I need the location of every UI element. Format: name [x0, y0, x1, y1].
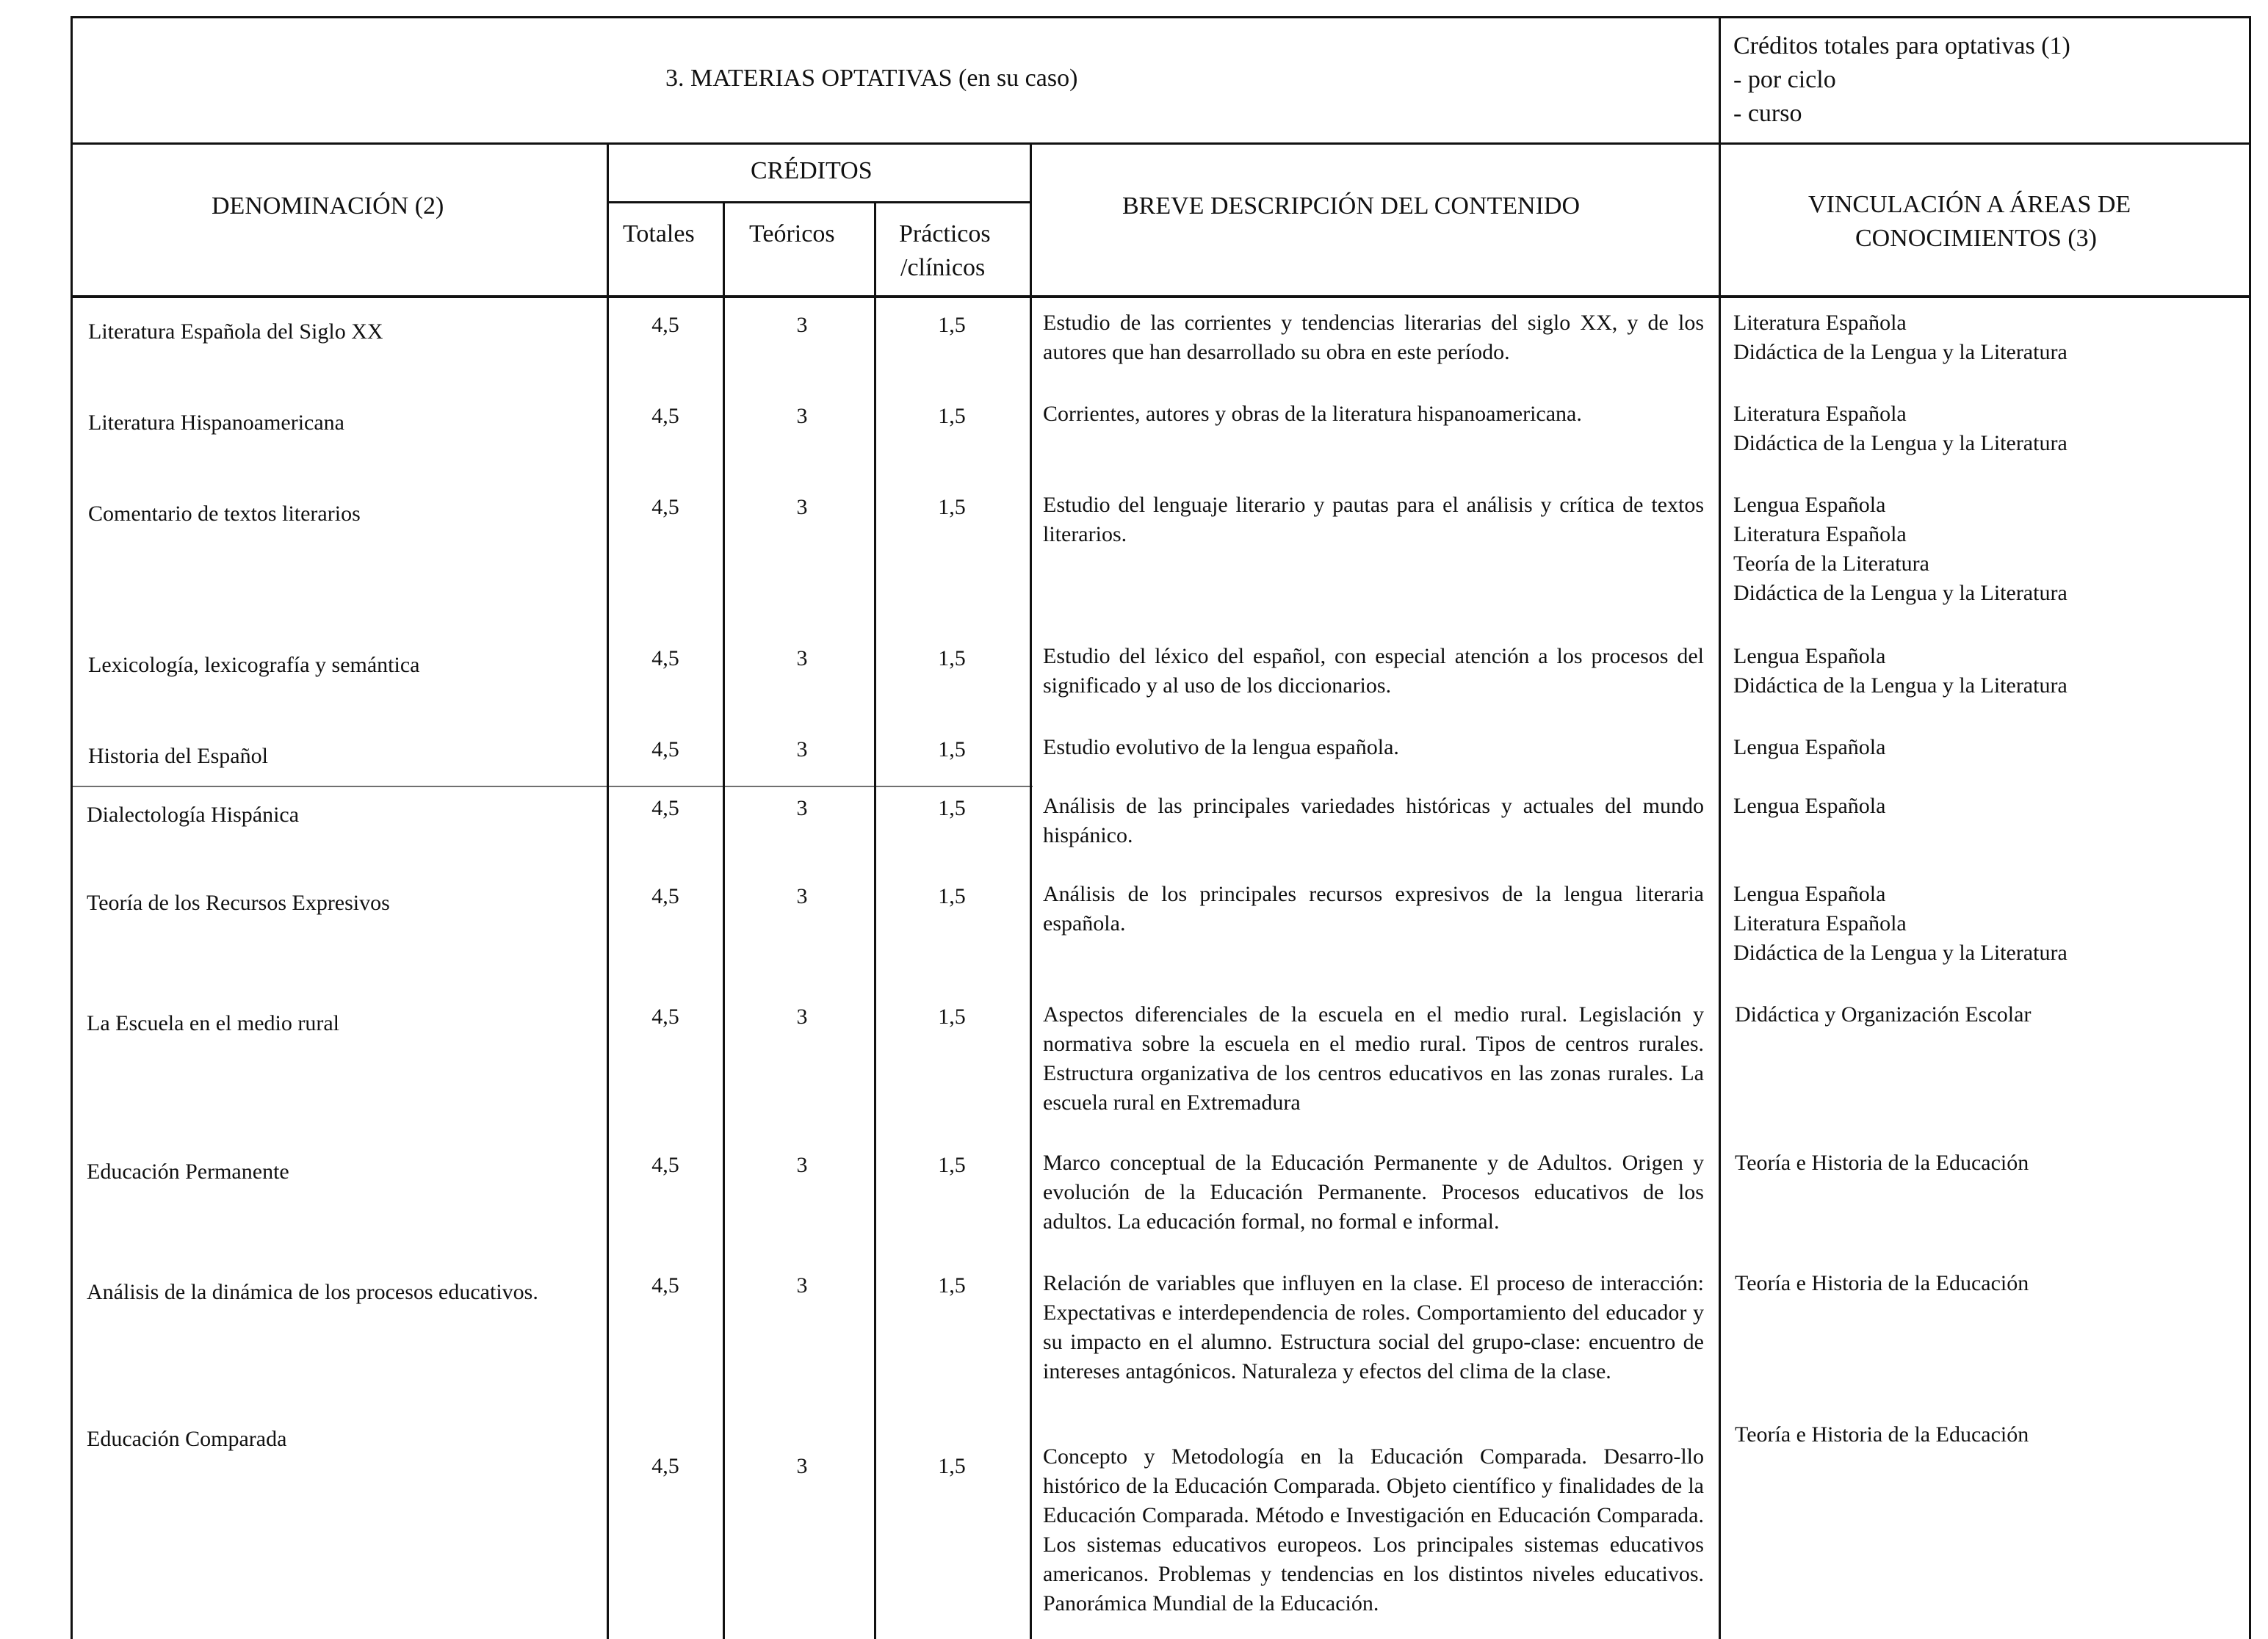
row-teoricos: 3	[796, 1454, 808, 1478]
row-teoricos: 3	[796, 1153, 808, 1177]
row-practicos: 1,5	[938, 404, 966, 428]
row-areas: Teoría e Historia de la Educación	[1735, 1422, 2029, 1447]
row-totales: 4,5	[651, 404, 679, 428]
row-name: Comentario de textos literarios	[88, 502, 361, 526]
creditos-sub-rule	[607, 201, 1031, 203]
row-name: La Escuela en el medio rural	[87, 1011, 340, 1035]
row-practicos: 1,5	[938, 646, 966, 670]
row-teoricos: 3	[796, 1273, 808, 1298]
column-header-bottom-rule	[71, 295, 2250, 298]
row-totales: 4,5	[651, 737, 679, 761]
section-title: 3. MATERIAS OPTATIVAS (en su caso)	[665, 65, 1078, 92]
row-practicos: 1,5	[938, 1273, 966, 1298]
row-teoricos: 3	[796, 646, 808, 670]
row-practicos: 1,5	[938, 737, 966, 761]
row-areas: Lengua Española	[1733, 735, 1886, 759]
divider-totales	[723, 201, 725, 1639]
row-totales: 4,5	[651, 796, 679, 820]
row-description: Marco conceptual de la Educación Permanente y de Adultos. Origen y evolución de la Educación Permanente. Procesos educativos de los adultos. La educación formal, no formal e informal.	[1043, 1151, 1704, 1234]
row-teoricos: 3	[796, 884, 808, 908]
col-teoricos: Teóricos	[749, 220, 835, 247]
optativas-credits-line-1: Créditos totales para optativas (1)	[1733, 32, 2070, 59]
row-description: Estudio del lenguaje literario y pautas para el análisis y crítica de textos literarios.	[1043, 493, 1704, 546]
table-top-rule	[71, 16, 2250, 18]
row-name: Análisis de la dinámica de los procesos educativos.	[87, 1280, 538, 1304]
row-areas: Lengua Española Didáctica de la Lengua y la Literatura	[1733, 644, 2067, 698]
row-practicos: 1,5	[938, 1005, 966, 1029]
row-areas: Lengua Española Literatura Española Teoría de la Literatura Didáctica de la Lengua y la Literatura	[1733, 493, 2067, 605]
row-separator	[71, 786, 1033, 787]
row-name: Dialectología Hispánica	[87, 803, 300, 827]
row-description: Estudio del léxico del español, con especial atención a los procesos del significado y al uso de los diccionarios.	[1043, 644, 1704, 698]
row-practicos: 1,5	[938, 884, 966, 908]
row-description: Análisis de los principales recursos expresivos de la lengua literaria española.	[1043, 882, 1704, 936]
row-teoricos: 3	[796, 737, 808, 761]
row-description: Concepto y Metodología en la Educación Comparada. Desarro-llo histórico de la Educación Comparada. Objeto científico y finalidades de la Educación Comparada. Método e Investigación en Educación Comparada. Los sistemas educativos europeos. Los principales sistemas educativos americanos. Problemas y tendencias en los distintos niveles educativos. Panorámica Mundial de la Educación.	[1043, 1444, 1704, 1616]
divider-right-header	[1719, 16, 1721, 1639]
row-description: Corrientes, autores y obras de la literatura hispanoamericana.	[1043, 402, 1582, 426]
row-name: Lexicología, lexicografía y semántica	[88, 653, 420, 677]
table-right-border	[2249, 16, 2251, 1639]
row-teoricos: 3	[796, 1005, 808, 1029]
row-areas: Literatura Española Didáctica de la Lengua y la Literatura	[1733, 311, 2067, 364]
col-denominacion: DENOMINACIÓN (2)	[212, 192, 444, 220]
row-areas: Teoría e Historia de la Educación	[1735, 1151, 2029, 1175]
row-totales: 4,5	[651, 1005, 679, 1029]
row-totales: 4,5	[651, 1273, 679, 1298]
row-description: Análisis de las principales variedades históricas y actuales del mundo hispánico.	[1043, 794, 1704, 847]
col-descripcion: BREVE DESCRIPCIÓN DEL CONTENIDO	[1122, 192, 1581, 220]
col-vinculacion-line-1: VINCULACIÓN A ÁREAS DE	[1808, 191, 2131, 218]
row-name: Historia del Español	[88, 744, 268, 768]
divider-practicos	[1030, 142, 1032, 1639]
row-teoricos: 3	[796, 495, 808, 519]
row-teoricos: 3	[796, 404, 808, 428]
row-totales: 4,5	[651, 1153, 679, 1177]
optativas-credits-line-2: - por ciclo	[1733, 66, 1836, 93]
row-practicos: 1,5	[938, 313, 966, 337]
row-description: Relación de variables que influyen en la clase. El proceso de interacción: Expectativas e interdependencia de roles. Comportamiento del educador y su impacto en el alumno. Estructura social del grupo-clase: encuentro de intereses antagónicos. Naturaleza y efectos del clima de la clase.	[1043, 1271, 1704, 1383]
row-totales: 4,5	[651, 646, 679, 670]
row-areas: Lengua Española	[1733, 794, 1886, 818]
row-description: Estudio evolutivo de la lengua española.	[1043, 735, 1399, 759]
row-totales: 4,5	[651, 495, 679, 519]
divider-teoricos	[874, 201, 876, 1639]
row-totales: 4,5	[651, 1454, 679, 1478]
col-vinculacion-line-2: CONOCIMIENTOS (3)	[1855, 225, 2097, 252]
row-description: Aspectos diferenciales de la escuela en el medio rural. Legislación y normativa sobre la escuela en el medio rural. Tipos de centros rurales. Estructura organizativa de los centros educativos en las zonas rurales. La escuela rural en Extremadura	[1043, 1002, 1704, 1115]
row-areas: Lengua Española Literatura Española Didáctica de la Lengua y la Literatura	[1733, 882, 2067, 965]
row-areas: Literatura Española Didáctica de la Lengua y la Literatura	[1733, 402, 2067, 455]
row-name: Educación Comparada	[87, 1427, 287, 1451]
table-left-border	[71, 16, 73, 1639]
row-areas: Didáctica y Organización Escolar	[1735, 1002, 2032, 1027]
row-practicos: 1,5	[938, 796, 966, 820]
row-totales: 4,5	[651, 313, 679, 337]
row-practicos: 1,5	[938, 495, 966, 519]
row-teoricos: 3	[796, 796, 808, 820]
row-areas: Teoría e Historia de la Educación	[1735, 1271, 2029, 1295]
row-practicos: 1,5	[938, 1153, 966, 1177]
col-totales: Totales	[623, 220, 695, 247]
row-teoricos: 3	[796, 313, 808, 337]
col-practicos-line-2: /clínicos	[900, 254, 986, 281]
row-totales: 4,5	[651, 884, 679, 908]
row-practicos: 1,5	[938, 1454, 966, 1478]
optativas-credits-line-3: - curso	[1733, 100, 1802, 127]
col-practicos-line-1: Prácticos	[899, 220, 991, 247]
header-bottom-rule	[71, 142, 2250, 145]
col-creditos: CRÉDITOS	[751, 157, 873, 184]
row-name: Teoría de los Recursos Expresivos	[87, 891, 390, 915]
row-name: Literatura Española del Siglo XX	[88, 319, 383, 344]
divider-denominacion	[607, 142, 609, 1639]
row-name: Educación Permanente	[87, 1159, 289, 1184]
row-name: Literatura Hispanoamericana	[88, 410, 344, 435]
row-description: Estudio de las corrientes y tendencias literarias del siglo XX, y de los autores que han desarrollado su obra en este período.	[1043, 311, 1704, 364]
